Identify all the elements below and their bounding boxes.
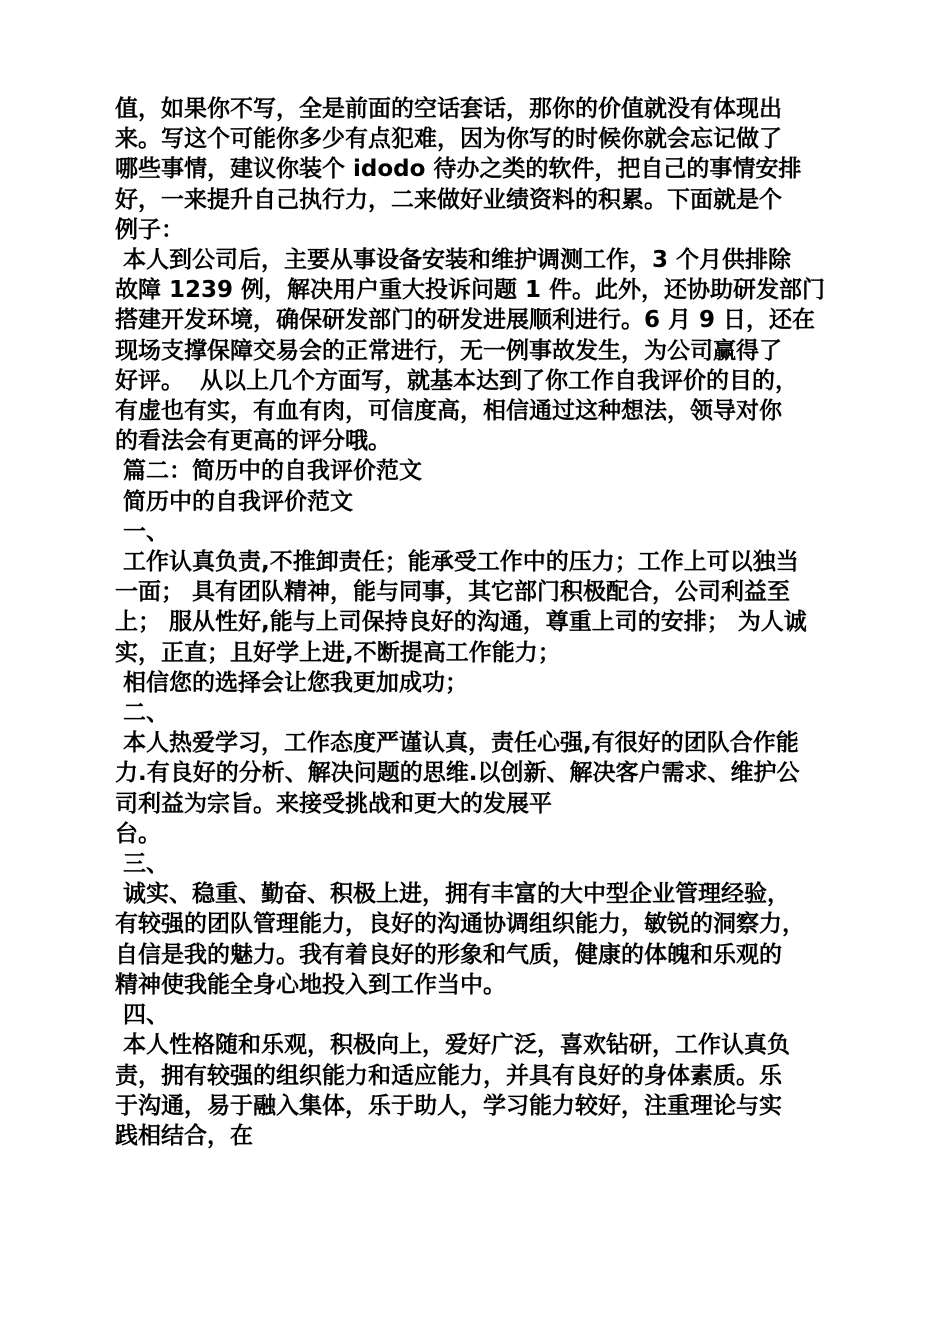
text-line: 来。写这个可能你多少有点犯难，因为你写的时候你就会忘记做了 (115, 126, 782, 153)
text-line: 于沟通，易于融入集体，乐于助人，学习能力较好，注重理论与实 (115, 1092, 782, 1119)
item-number: 一、 (115, 518, 170, 545)
text-line: 例子： (115, 216, 184, 243)
text-line: 台。 (115, 820, 161, 847)
text-line: 现场支撑保障交易会的正常进行，无一例事故发生，为公司赢得了 (115, 337, 782, 364)
text-line: 有较强的团队管理能力，良好的沟通协调组织能力，敏锐的洞察力， (115, 911, 805, 938)
text-line: 本人性格随和乐观，积极向上，爱好广泛，喜欢钻研，工作认真负 (115, 1032, 791, 1059)
text-line: 的看法会有更高的评分哦。 (115, 428, 391, 455)
text-line: 工作认真负责,不推卸责任；能承受工作中的压力；工作上可以独当 (115, 549, 799, 576)
text-line: 本人热爱学习，工作态度严谨认真，责任心强,有很好的团队合作能 (115, 730, 799, 757)
text-line: 自信是我的魅力。我有着良好的形象和气质，健康的体魄和乐观的 (115, 941, 782, 968)
section-heading: 篇二：简历中的自我评价范文 (115, 458, 423, 485)
text-line: 哪些事情，建议你装个 idodo 待办之类的软件，把自己的事情安排 (115, 156, 802, 183)
text-line: 责，拥有较强的组织能力和适应能力，并具有良好的身体素质。乐 (115, 1062, 782, 1089)
document-body (115, 94, 835, 1151)
text-line: 有虚也有实，有血有肉，可信度高，相信通过这种想法，领导对你 (115, 398, 782, 425)
section-subheading: 简历中的自我评价范文 (115, 488, 354, 515)
item-number: 二、 (115, 700, 170, 727)
text-line: 司利益为宗旨。来接受挑战和更大的发展平 (115, 790, 552, 817)
text-line: 故障 1239 例，解决用户重大投诉问题 1 件。此外，还协助研发部门 (115, 277, 826, 304)
text-line: 好，一来提升自己执行力，二来做好业绩资料的积累。下面就是个 (115, 186, 782, 213)
text-line: 践相结合，在 (115, 1122, 253, 1149)
text-line: 诚实、稳重、勤奋、积极上进，拥有丰富的大中型企业管理经验， (115, 881, 791, 908)
text-line: 本人到公司后，主要从事设备安装和维护调测工作，3 个月供排除 (115, 247, 792, 274)
text-line: 一面； 具有团队精神，能与同事，其它部门积极配合，公司利益至 (115, 579, 791, 606)
text-line: 力.有良好的分析、解决问题的思维.以创新、解决客户需求、维护公 (115, 760, 800, 787)
text-line: 相信您的选择会让您我更加成功； (115, 669, 469, 696)
text-line: 实，正直；且好学上进,不断提高工作能力； (115, 639, 561, 666)
text-line: 值，如果你不写，全是前面的空话套话，那你的价值就没有体现出 (115, 96, 782, 122)
item-number: 四、 (115, 1002, 170, 1029)
text-line: 精神使我能全身心地投入到工作当中。 (115, 971, 506, 998)
text-line: 上； 服从性好,能与上司保持良好的沟通，尊重上司的安排； 为人诚 (115, 609, 807, 636)
text-line: 搭建开发环境，确保研发部门的研发进展顺利进行。6 月 9 日，还在 (115, 307, 816, 334)
text-line: 好评。 从以上几个方面写，就基本达到了你工作自我评价的目的， (115, 367, 799, 394)
item-number: 三、 (115, 851, 170, 878)
